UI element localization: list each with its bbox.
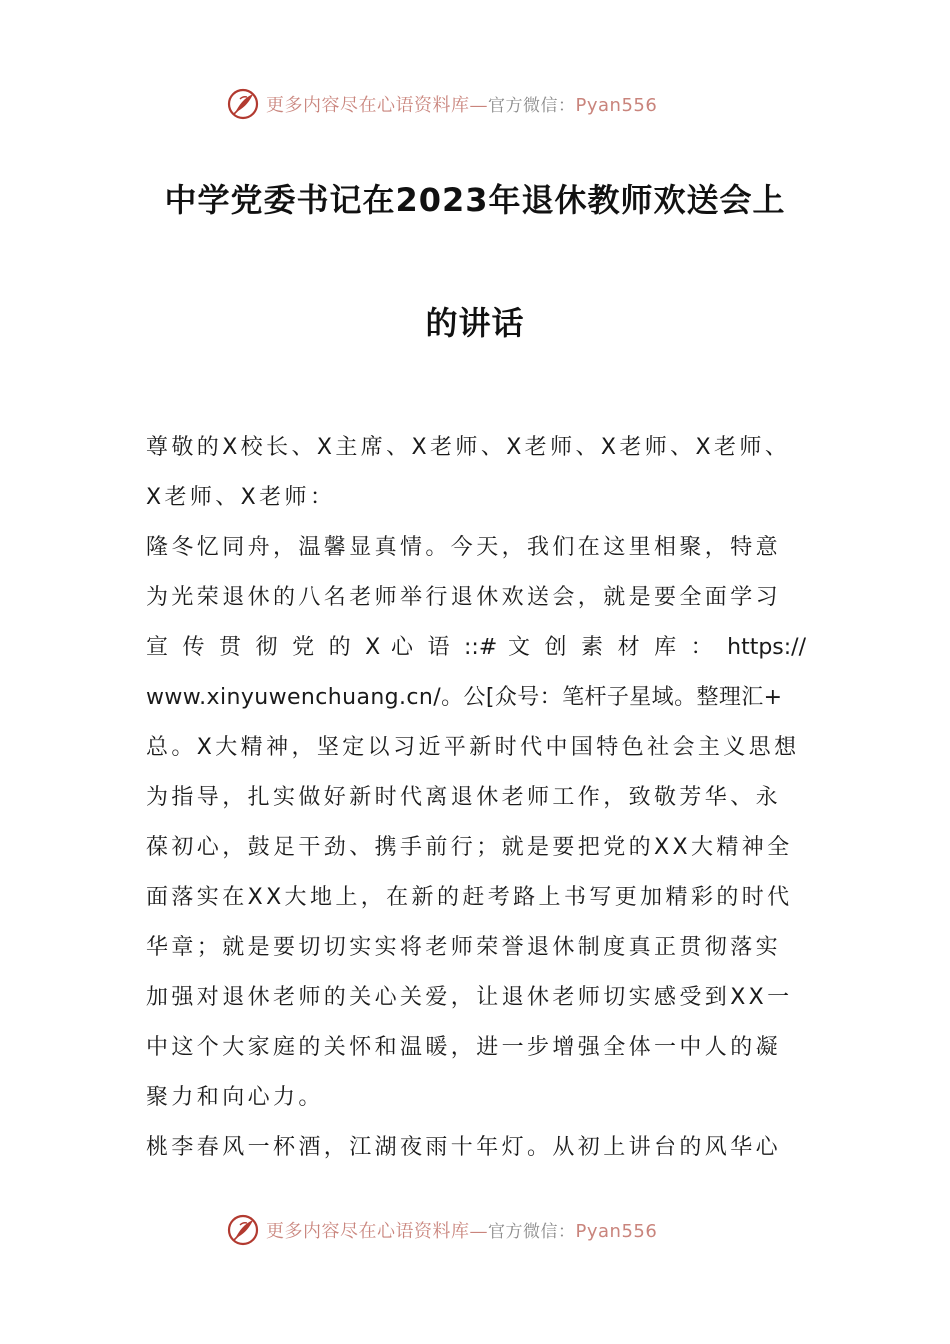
wechat-id: Pyan556: [575, 95, 658, 116]
body-line: 葆初心，鼓足干劲、携手前行；就是要把党的XX大精神全: [146, 835, 793, 860]
body-line: 聚力和向心力。: [146, 1085, 324, 1110]
brand-name: 更多内容尽在心语资料库: [266, 95, 470, 116]
document-title-line-1: 中学党委书记在2023年退休教师欢送会上: [164, 181, 786, 219]
footer-watermark: [226, 1210, 726, 1250]
body-line: 宣 传 贯 彻 党 的 X 心 语 ::# 文 创 素 材 库 ： https://: [146, 635, 806, 660]
quill-logo-icon: [226, 1213, 260, 1247]
header-watermark: [226, 84, 726, 124]
body-line: 面落实在XX大地上，在新的赶考路上书写更加精彩的时代: [146, 885, 793, 910]
body-line: 为光荣退休的八名老师举行退休欢送会，就是要全面学习: [146, 585, 782, 610]
body-line: X老师、X老师：: [146, 485, 336, 510]
body-line: 加强对退休老师的关心关爱，让退休老师切实感受到XX一: [146, 985, 793, 1010]
body-line: 桃李春风一杯酒，江湖夜雨十年灯。从初上讲台的风华心: [146, 1135, 782, 1160]
official-label: 官方微信：: [488, 1222, 576, 1242]
body-line: 尊敬的X校长、X主席、X老师、X老师、X老师、X老师、: [146, 435, 791, 460]
official-label: 官方微信：: [488, 96, 576, 116]
wechat-id: Pyan556: [575, 1221, 658, 1242]
body-line: 中这个大家庭的关怀和温暖，进一步增强全体一中人的凝: [146, 1035, 782, 1060]
body-line: www.xinyuwenchuang.cn/。公[众号：笔杆子星域。整理汇+: [146, 685, 783, 710]
body-line: 为指导，扎实做好新时代离退休老师工作，致敬芳华、永: [146, 785, 782, 810]
body-line: 华章；就是要切切实实将老师荣誉退休制度真正贯彻落实: [146, 935, 782, 960]
body-line: 总。X大精神，坚定以习近平新时代中国特色社会主义思想: [146, 735, 800, 760]
brand-watermark-text: [266, 1217, 657, 1243]
document-body: [146, 423, 806, 1173]
document-title-line-2: 的讲话: [425, 304, 525, 342]
brand-dash: —: [469, 95, 488, 116]
quill-logo-icon: [226, 87, 260, 121]
body-line: 隆冬忆同舟，温馨显真情。今天，我们在这里相聚，特意: [146, 535, 782, 560]
brand-name: 更多内容尽在心语资料库: [266, 1221, 470, 1242]
brand-watermark-text: [266, 91, 657, 117]
brand-dash: —: [469, 1221, 488, 1242]
